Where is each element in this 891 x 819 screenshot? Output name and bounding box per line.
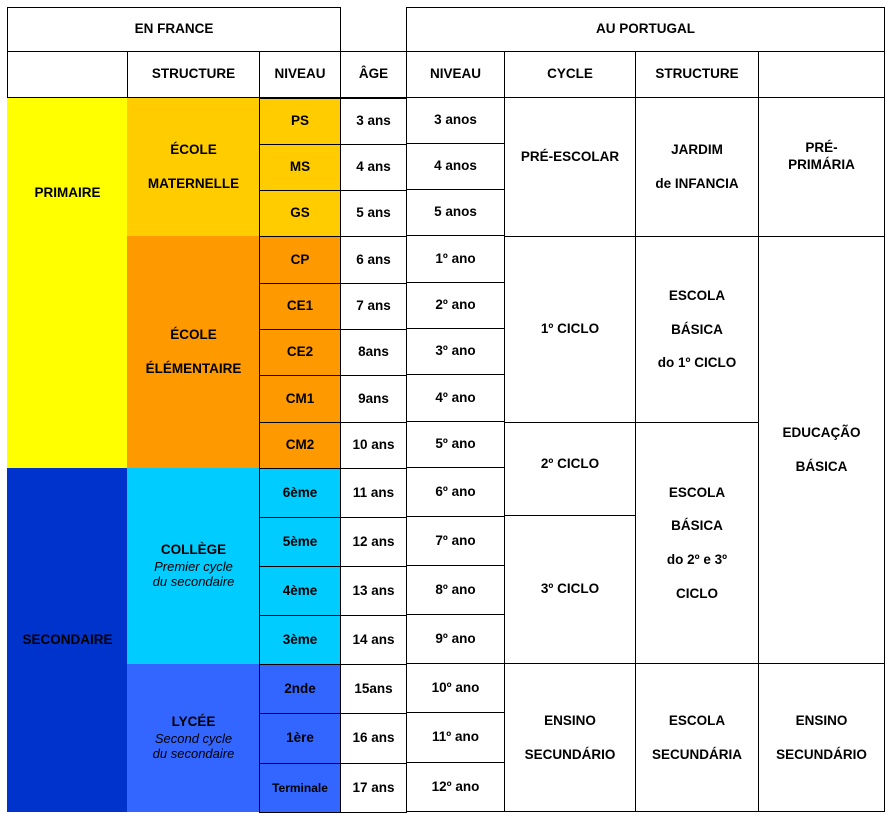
france-header-age: ÂGE — [340, 51, 407, 98]
portugal-header-niveau: NIVEAU — [406, 51, 505, 98]
structure-elementaire: ÉCOLE ÉLÉMENTAIRE — [127, 236, 260, 468]
france-level-cell: Terminale — [259, 763, 341, 813]
france-age-cell: 5 ans — [340, 190, 407, 237]
portugal-level-cell: 7º ano — [406, 516, 505, 566]
portugal-level-cell: 5º ano — [406, 421, 505, 468]
structure-secundaria: ESCOLA SECUNDÁRIA — [635, 663, 759, 812]
france-level-cell: 2nde — [259, 664, 341, 714]
portugal-level-cell: 11º ano — [406, 712, 505, 763]
france-age-cell: 7 ans — [340, 283, 407, 330]
portugal-level-cell: 8º ano — [406, 565, 505, 615]
structure-eb23: ESCOLA BÁSICA do 2º e 3º CICLO — [635, 422, 759, 664]
structure-college: COLLÈGE Premier cycle du secondaire — [127, 468, 260, 664]
portugal-level-cell: 1º ano — [406, 235, 505, 283]
france-age-cell: 13 ans — [340, 566, 407, 616]
france-level-cell: 5ème — [259, 517, 341, 567]
portugal-level-cell: 4 anos — [406, 143, 505, 190]
structure-eb1: ESCOLA BÁSICA do 1º CICLO — [635, 236, 759, 423]
france-level-cell: CP — [259, 236, 341, 284]
france-age-cell: 17 ans — [340, 763, 407, 813]
france-level-cell: GS — [259, 190, 341, 237]
stage-pre-primaria: PRÉ- PRIMÁRIA — [758, 97, 885, 237]
france-age-cell: 12 ans — [340, 517, 407, 567]
portugal-level-cell: 2º ano — [406, 282, 505, 329]
france-level-cell: PS — [259, 98, 341, 145]
portugal-level-cell: 3 anos — [406, 97, 505, 144]
france-age-cell: 10 ans — [340, 422, 407, 469]
stage-ensino-secundario: ENSINO SECUNDÁRIO — [758, 663, 885, 812]
cycle-3: 3º CICLO — [504, 515, 636, 664]
structure-jardim: JARDIM de INFANCIA — [635, 97, 759, 237]
portugal-header-empty — [758, 51, 885, 98]
france-age-cell: 3 ans — [340, 98, 407, 145]
france-level-cell: 4ème — [259, 566, 341, 616]
portugal-level-cell: 9º ano — [406, 614, 505, 664]
portugal-title: AU PORTUGAL — [406, 7, 885, 52]
cycle-2: 2º CICLO — [504, 422, 636, 516]
portugal-level-cell: 6º ano — [406, 467, 505, 517]
france-age-cell: 15ans — [340, 664, 407, 714]
france-level-cell: 3ème — [259, 615, 341, 665]
france-age-cell: 6 ans — [340, 236, 407, 284]
france-title: EN FRANCE — [7, 7, 341, 52]
structure-lycee: LYCÉE Second cycle du secondaire — [127, 664, 260, 812]
portugal-level-cell: 10º ano — [406, 663, 505, 713]
portugal-level-cell: 12º ano — [406, 762, 505, 812]
france-age-cell: 14 ans — [340, 615, 407, 665]
france-level-cell: CE2 — [259, 329, 341, 376]
stage-secondaire: SECONDAIRE — [7, 468, 128, 812]
france-age-cell: 8ans — [340, 329, 407, 376]
france-level-cell: 6ème — [259, 468, 341, 518]
france-age-cell: 16 ans — [340, 713, 407, 764]
stage-educacao-basica: EDUCAÇÃO BÁSICA — [758, 236, 885, 664]
france-level-cell: MS — [259, 144, 341, 191]
france-header-niveau: NIVEAU — [259, 51, 341, 98]
france-header-structure: STRUCTURE — [127, 51, 260, 98]
cycle-secundario: ENSINO SECUNDÁRIO — [504, 663, 636, 812]
portugal-level-cell: 5 anos — [406, 189, 505, 236]
france-level-cell: CE1 — [259, 283, 341, 330]
cycle-1: 1º CICLO — [504, 236, 636, 423]
portugal-header-structure: STRUCTURE — [635, 51, 759, 98]
france-header-empty — [7, 51, 128, 98]
france-level-cell: CM2 — [259, 422, 341, 469]
france-age-cell: 11 ans — [340, 468, 407, 518]
cycle-pre-escolar: PRÉ-ESCOLAR — [504, 97, 636, 237]
stage-primaire: PRIMAIRE — [7, 98, 128, 468]
france-age-cell: 4 ans — [340, 144, 407, 191]
portugal-header-cycle: CYCLE — [504, 51, 636, 98]
portugal-level-cell: 3º ano — [406, 328, 505, 375]
france-age-cell: 9ans — [340, 375, 407, 423]
structure-maternelle: ÉCOLE MATERNELLE — [127, 98, 260, 236]
portugal-level-cell: 4º ano — [406, 374, 505, 422]
france-level-cell: CM1 — [259, 375, 341, 423]
france-level-cell: 1ère — [259, 713, 341, 764]
